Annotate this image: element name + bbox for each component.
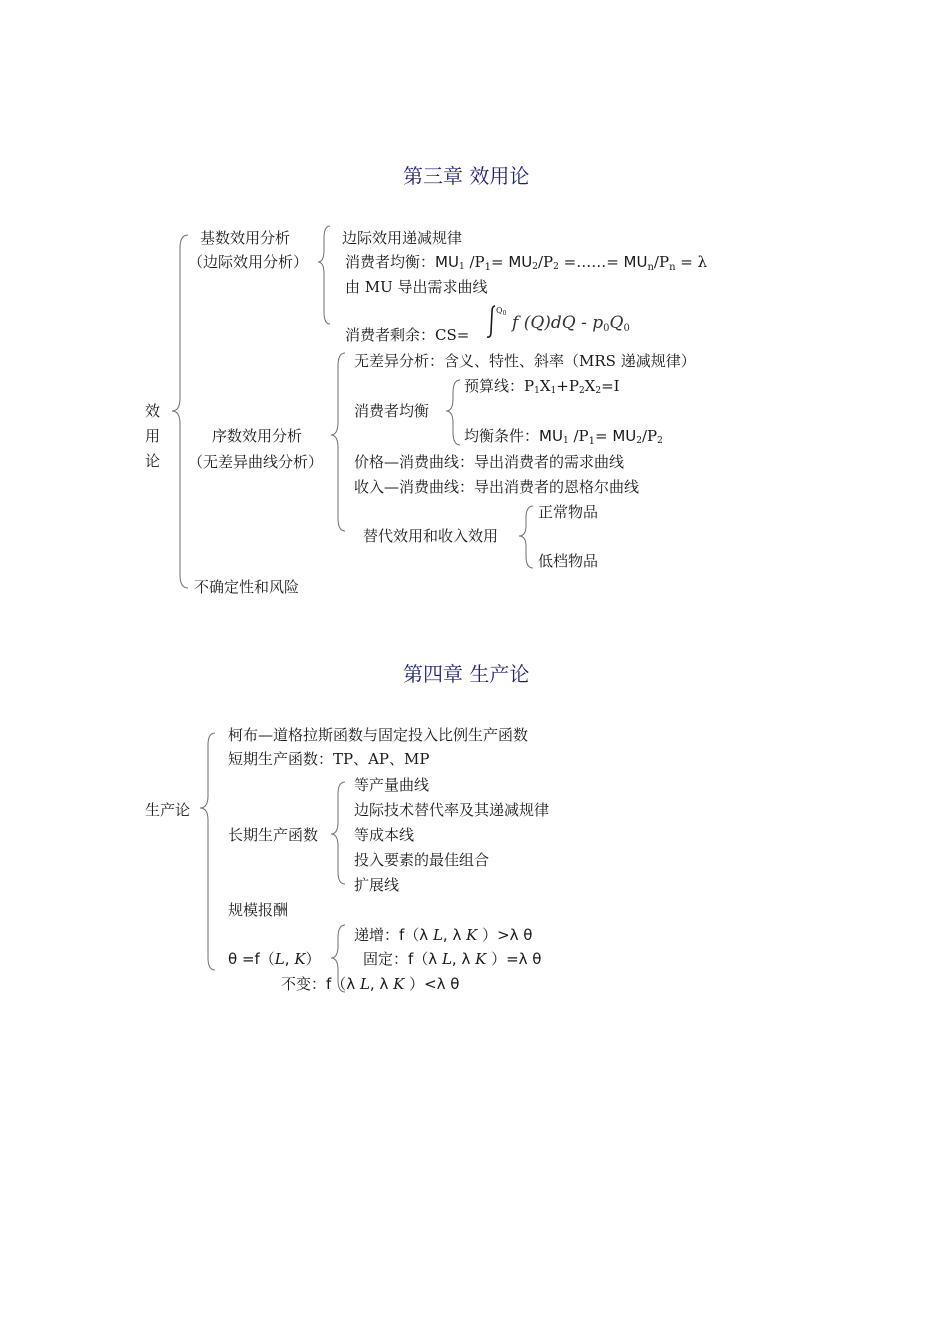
mu-2-sub: 2 bbox=[532, 262, 538, 272]
income-consumption-curve: 收入—消费曲线：导出消费者的恩格尔曲线 bbox=[354, 478, 640, 496]
long-run-item-isoquant: 等产量曲线 bbox=[354, 776, 430, 794]
equilibrium-condition bbox=[464, 426, 663, 452]
mu-1: MU bbox=[435, 253, 459, 271]
const-prefix: 固定：f（λ bbox=[363, 950, 442, 968]
dec-L: L bbox=[359, 975, 370, 993]
budget-x2: X bbox=[584, 377, 596, 395]
price-consumption-curve: 价格—消费曲线：导出消费者的需求曲线 bbox=[354, 453, 625, 471]
normal-goods: 正常物品 bbox=[538, 503, 599, 521]
returns-constant bbox=[363, 949, 542, 969]
theta-prefix: θ =f（ bbox=[228, 950, 275, 968]
svg-text:f (Q)dQ - p0Q0 bbox=[510, 313, 630, 334]
brace-consumer-equilibrium bbox=[446, 380, 460, 445]
integral-upper-sub: 0 bbox=[502, 310, 507, 317]
integral-p-sub: 0 bbox=[603, 323, 610, 334]
cond-mu-2-sub: 2 bbox=[636, 436, 642, 446]
ordinal-label: 序数效用分析 bbox=[212, 427, 303, 445]
budget-line bbox=[464, 376, 620, 401]
dec-K: K bbox=[393, 975, 405, 993]
p1-sub: 1 bbox=[484, 262, 491, 273]
uncertainty-risk: 不确定性和风险 bbox=[194, 578, 300, 596]
chapter-4-title: 第四章 生产论 bbox=[403, 662, 530, 686]
budget-x2-sub: 2 bbox=[595, 386, 602, 396]
budget-plus: + bbox=[556, 377, 569, 395]
inc-K: K bbox=[466, 926, 478, 944]
theta-close: ） bbox=[305, 950, 321, 968]
returns-unchanged bbox=[281, 974, 460, 994]
slash-2: / bbox=[537, 253, 544, 271]
long-run-production: 长期生产函数 bbox=[228, 826, 319, 844]
cond-mu-1: MU bbox=[539, 427, 563, 445]
dec-suffix: ）<λ θ bbox=[404, 975, 460, 993]
returns-increasing bbox=[354, 925, 533, 945]
brace-production-root bbox=[200, 733, 215, 970]
budget-x1: X bbox=[539, 377, 551, 395]
dec-comma: , bbox=[369, 975, 380, 993]
brace-ordinal bbox=[331, 353, 345, 531]
inc-prefix: 递增：f（λ bbox=[354, 926, 433, 944]
consumer-surplus-label: 消费者剩余：CS= bbox=[345, 326, 470, 344]
cond-slash: / bbox=[641, 427, 648, 445]
mu-n: MU bbox=[623, 253, 648, 271]
condition-prefix: 均衡条件： bbox=[464, 427, 540, 445]
theta-L: L bbox=[274, 950, 285, 968]
marginal-utility-law: 边际效用递减规律 bbox=[342, 229, 463, 247]
integral-body: f (Q)dQ - p bbox=[512, 313, 604, 333]
theta-comma: , bbox=[284, 950, 295, 968]
pn-sub: n bbox=[669, 262, 676, 273]
const-suffix: ）=λ θ bbox=[486, 950, 542, 968]
budget-eq: =I bbox=[601, 377, 620, 395]
consumer-surplus-integral bbox=[484, 302, 634, 342]
budget-x1-sub: 1 bbox=[550, 386, 557, 396]
budget-p1: P bbox=[524, 377, 535, 395]
long-run-item-mrts: 边际技术替代率及其递减规律 bbox=[354, 801, 550, 819]
brace-long-run bbox=[331, 782, 345, 884]
demand-curve-derivation: 由 MU 导出需求曲线 bbox=[345, 278, 488, 296]
ellipsis-equals: =……= bbox=[558, 253, 624, 271]
equals-lambda: = λ bbox=[675, 253, 708, 271]
cond-equals: = bbox=[594, 427, 613, 445]
cond-p2: P bbox=[647, 427, 658, 445]
inc-lambda: λ bbox=[452, 926, 467, 944]
svg-text:Q0 bbox=[496, 306, 507, 317]
brace-utility-root bbox=[172, 235, 188, 588]
dec-prefix: 不变：f（λ bbox=[281, 975, 360, 993]
chapter-3-title: 第三章 效用论 bbox=[403, 164, 530, 188]
indifference-analysis: 无差异分析：含义、特性、斜率（MRS 递减规律） bbox=[354, 352, 696, 370]
cond-p1-slash: /P bbox=[568, 427, 589, 445]
root-utility-char-3: 论 bbox=[145, 452, 161, 470]
inc-comma: , bbox=[442, 926, 453, 944]
budget-p1-sub: 1 bbox=[534, 386, 540, 396]
mu-2: MU bbox=[508, 253, 533, 271]
cobb-douglas: 柯布—道格拉斯函数与固定投入比例生产函数 bbox=[228, 726, 529, 744]
inc-L: L bbox=[432, 926, 443, 944]
equilibrium-prefix: 消费者均衡： bbox=[345, 253, 436, 271]
budget-prefix: 预算线： bbox=[464, 377, 525, 395]
const-K: K bbox=[475, 950, 487, 968]
p2-sub: 2 bbox=[553, 262, 559, 272]
ordinal-sublabel: （无差异曲线分析） bbox=[188, 453, 324, 471]
cond-mu-1-sub: 1 bbox=[562, 436, 569, 446]
mu-1-sub: 1 bbox=[458, 262, 465, 272]
cardinal-label: 基数效用分析 bbox=[200, 229, 291, 247]
returns-to-scale: 规模报酬 bbox=[228, 901, 289, 919]
theta-K: K bbox=[294, 950, 306, 968]
integral-q-sub: 0 bbox=[623, 323, 630, 334]
p2: P bbox=[543, 253, 554, 271]
cond-p1-sub: 1 bbox=[588, 436, 595, 447]
cardinal-equilibrium bbox=[345, 252, 707, 278]
integral-q: Q bbox=[609, 313, 624, 333]
const-lambda: λ bbox=[461, 950, 476, 968]
dec-lambda: λ bbox=[379, 975, 394, 993]
cond-mu-2: MU bbox=[612, 427, 637, 445]
inferior-goods: 低档物品 bbox=[538, 552, 599, 570]
cond-p2-sub: 2 bbox=[657, 436, 663, 446]
slash-n: / bbox=[653, 253, 659, 271]
const-comma: , bbox=[451, 950, 462, 968]
substitution-income-effect: 替代效用和收入效用 bbox=[363, 527, 499, 545]
cardinal-sublabel: （边际效用分析） bbox=[188, 253, 309, 271]
long-run-item-optimal-combo: 投入要素的最佳组合 bbox=[354, 851, 490, 869]
const-L: L bbox=[441, 950, 452, 968]
long-run-item-expansion: 扩展线 bbox=[354, 876, 400, 894]
theta-function bbox=[228, 949, 321, 969]
integral-sign-icon bbox=[487, 306, 495, 337]
long-run-item-isocost: 等成本线 bbox=[354, 826, 415, 844]
mu-n-sub: n bbox=[647, 262, 654, 273]
root-production: 生产论 bbox=[145, 801, 191, 819]
budget-p2-sub: 2 bbox=[578, 386, 585, 396]
pn: P bbox=[658, 253, 670, 271]
p1-slash: /P bbox=[464, 253, 485, 271]
integral-upper-limit: Q bbox=[496, 306, 503, 315]
inc-suffix: ）>λ θ bbox=[477, 926, 533, 944]
root-utility-char-2: 用 bbox=[145, 427, 161, 445]
consumer-equilibrium-label: 消费者均衡 bbox=[354, 402, 430, 420]
brace-substitution bbox=[519, 506, 533, 568]
root-utility-char-1: 效 bbox=[145, 402, 161, 420]
budget-p2: P bbox=[568, 377, 579, 395]
equals-1: = bbox=[490, 253, 509, 271]
brace-cardinal bbox=[318, 226, 330, 324]
short-run-production: 短期生产函数：TP、AP、MP bbox=[228, 750, 430, 768]
